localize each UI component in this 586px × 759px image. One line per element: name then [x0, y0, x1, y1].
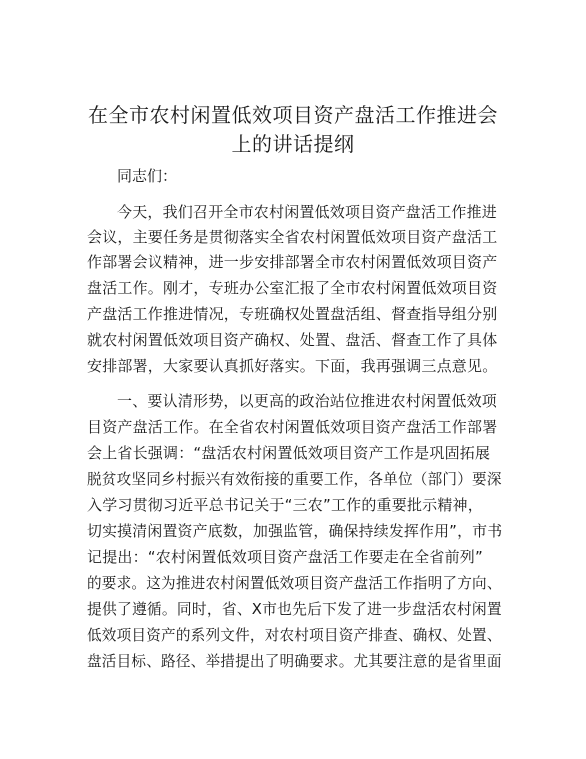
- document-title-line-1: 在全市农村闲置低效项目资产盘活工作推进会: [88, 103, 498, 127]
- paragraph-line: 产盘活工作推进情况，专班确权处置盘活组、督查指导组分别: [87, 305, 498, 323]
- paragraph-line: 会议，主要任务是贯彻落实全省农村闲置低效项目资产盘活工: [87, 228, 498, 246]
- document-title-line-2: 上的讲话提纲: [231, 132, 355, 156]
- paragraph-line: 盘活目标、路径、举措提出了明确要求。尤其要注意的是省里面: [87, 652, 502, 670]
- paragraph-line: 入学习贯彻习近平总书记关于“三农”工作的重要批示精神，: [87, 496, 483, 514]
- paragraph-line: 切实摸清闲置资产底数，加强监管，确保持续发挥作用”，市书: [87, 522, 503, 540]
- paragraph-line: 安排部署，大家要认真抓好落实。下面，我再强调三点意见。: [87, 357, 498, 375]
- paragraph-line: 记提出：“农村闲置低效项目资产盘活工作要走在全省前列”: [87, 548, 483, 566]
- paragraph-line: 一、要认清形势，以更高的政治站位推进农村闲置低效项: [117, 392, 498, 410]
- paragraph-line: 脱贫攻坚同乡村振兴有效衔接的重要工作，各单位（部门）要深: [87, 470, 502, 488]
- paragraph-line: 目资产盘活工作。在全省农村闲置低效项目资产盘活工作部署: [87, 418, 498, 436]
- paragraph-line: 盘活工作。刚才，专班办公室汇报了全市农村闲置低效项目资: [87, 279, 498, 297]
- paragraph-line: 今天，我们召开全市农村闲置低效项目资产盘活工作推进: [117, 203, 498, 221]
- paragraph-line: 作部署会议精神，进一步安排部署全市农村闲置低效项目资产: [87, 253, 498, 271]
- paragraph-line: 会上省长强调：“盘活农村闲置低效项目资产工作是巩固拓展: [87, 444, 491, 462]
- paragraph-line: 提供了遵循。同时，省、X市也先后下发了进一步盘活农村闲置: [87, 600, 502, 618]
- paragraph-line: 的要求。这为推进农村闲置低效项目资产盘活工作指明了方向、: [87, 574, 502, 592]
- paragraph-line: 就农村闲置低效项目资产确权、处置、盘活、督查工作了具体: [87, 331, 498, 349]
- salutation: 同志们：: [117, 167, 178, 185]
- paragraph-line: 低效项目资产的系列文件，对农村项目资产排查、确权、处置、: [87, 626, 502, 644]
